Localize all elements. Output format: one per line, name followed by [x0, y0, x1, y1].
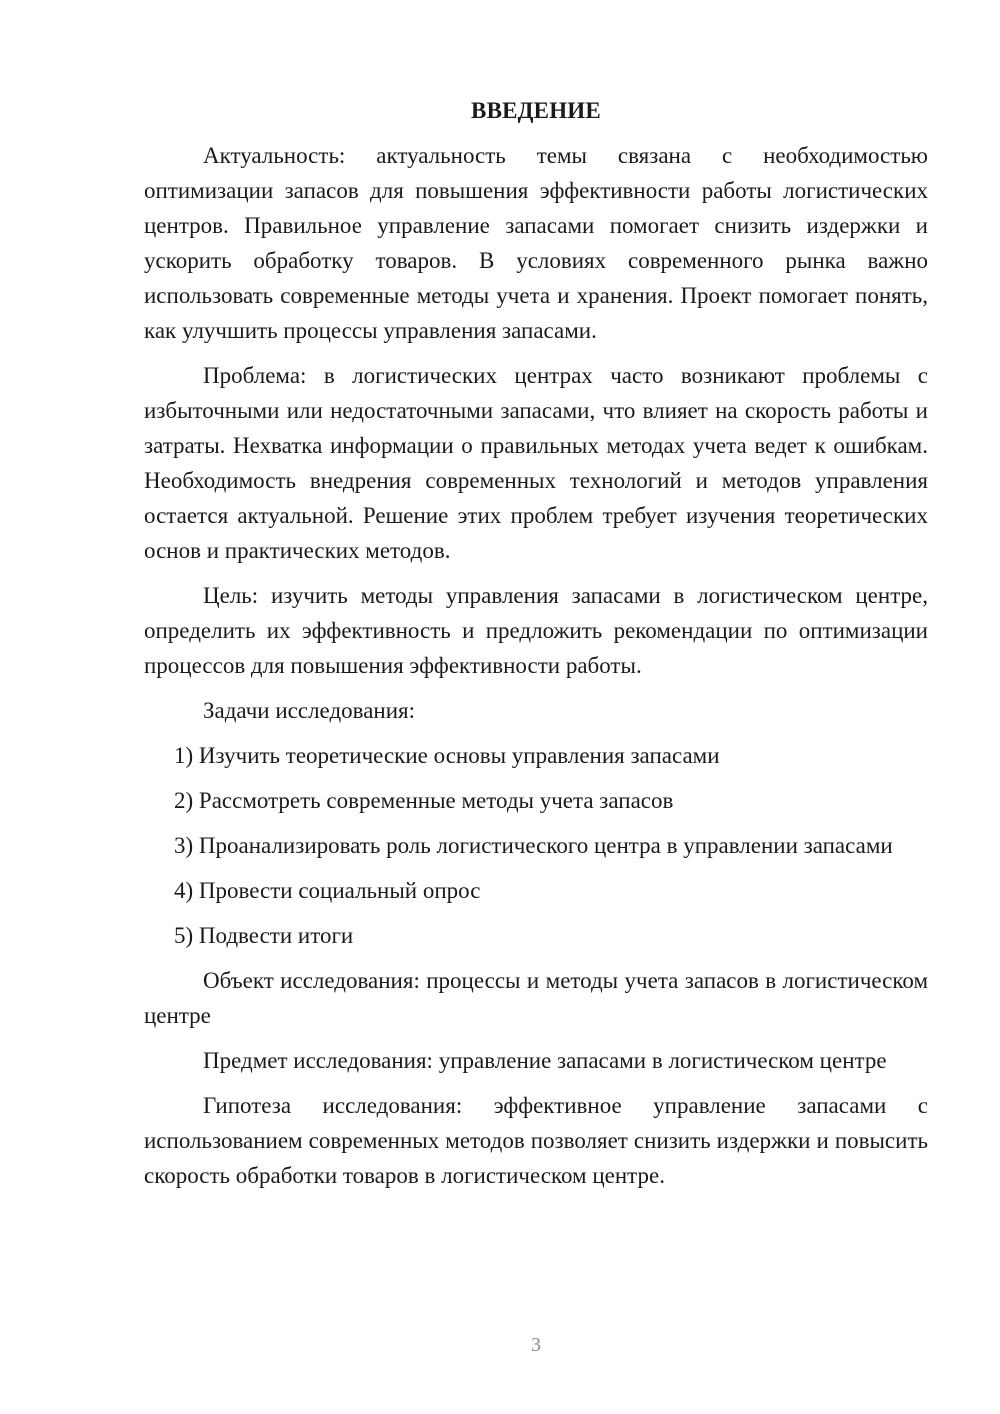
- problem-paragraph: Проблема: в логистических центрах часто возникают проблемы с избыточными или недостаточными запасами, что влияет на скорость работы и затраты. Нехватка информации о правильных методах учета ведет к ошибкам. Необходимость внедрения современных технологий и методов управления остается актуальной. Решение этих проблем требует изучения теоретических основ и практических методов.: [144, 363, 928, 563]
- task-item-2: 2) Рассмотреть современные методы учета запасов: [174, 788, 674, 813]
- task-item-1: 1) Изучить теоретические основы управления запасами: [174, 743, 720, 768]
- relevance-paragraph: Актуальность: актуальность темы связана с необходимостью оптимизации запасов для повышения эффективности работы логистических центров. Правильное управление запасами помогает снизить издержки и ускорить обработку товаров. В условиях современного рынка важно использовать современные методы учета и хранения. Проект помогает понять, как улучшить процессы управления запасами.: [144, 143, 928, 343]
- page-number: 3: [531, 1334, 541, 1356]
- page-title: ВВЕДЕНИЕ: [471, 98, 601, 123]
- tasks-heading: Задачи исследования:: [203, 698, 416, 723]
- subject-paragraph: Предмет исследования: управление запасами в логистическом центре: [203, 1048, 887, 1073]
- task-item-4: 4) Провести социальный опрос: [174, 878, 481, 903]
- tasks-list: [144, 738, 928, 953]
- goal-paragraph: Цель: изучить методы управления запасами в логистическом центре, определить их эффективность и предложить рекомендации по оптимизации процессов для повышения эффективности работы.: [144, 583, 928, 678]
- object-paragraph: Объект исследования: процессы и методы учета запасов в логистическом центре: [144, 968, 928, 1028]
- hypothesis-paragraph: Гипотеза исследования: эффективное управление запасами с использованием современных методов позволяет снизить издержки и повысить скорость обработки товаров в логистическом центре.: [144, 1093, 928, 1188]
- task-item-3: 3) Проанализировать роль логистического центра в управлении запасами: [174, 833, 893, 858]
- page-content: [144, 93, 928, 1203]
- task-item-5: 5) Подвести итоги: [174, 923, 354, 948]
